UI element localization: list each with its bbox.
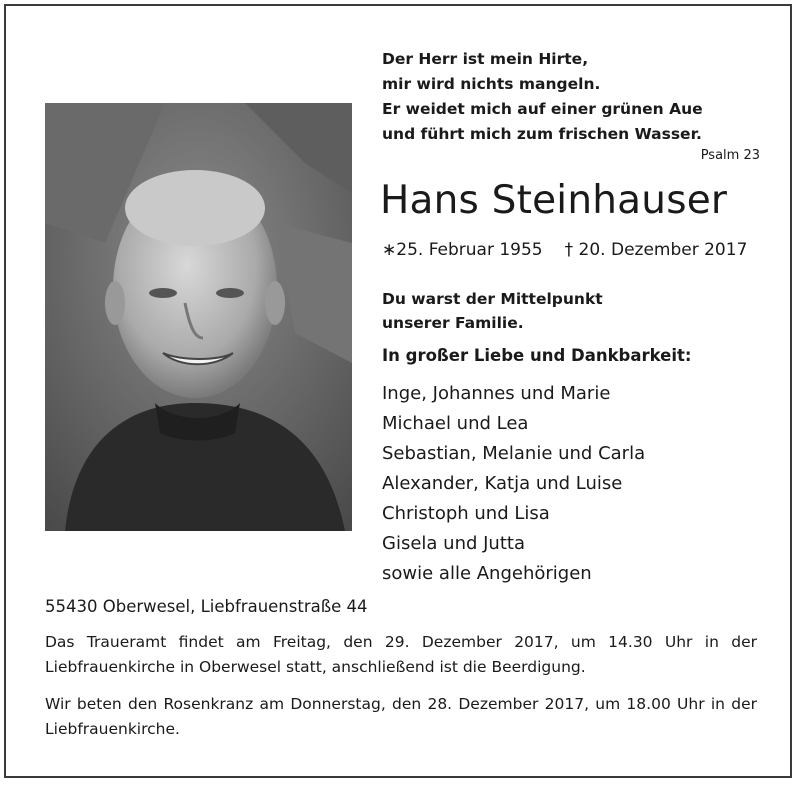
died-symbol: † [564,240,574,260]
motto-line: Du warst der Mittelpunkt [382,290,603,308]
rosary-notice: Wir beten den Rosenkranz am Donnerstag, den 28. Dezember 2017, um 18.00 Uhr in der Liebfrauenkirche. [45,695,757,738]
psalm-reference: Psalm 23 [700,148,760,163]
mourners-heading: In großer Liebe und Dankbarkeit: [382,346,692,365]
funeral-notice: Das Traueramt findet am Freitag, den 29. Dezember 2017, um 14.30 Uhr in der Liebfrauenkirche in Oberwesel statt, anschließend ist die Beerdigung. [45,633,757,676]
deceased-name: Hans Steinhauser [380,178,728,223]
psalm-line: Der Herr ist mein Hirte, [382,50,589,68]
mourner-entry: Alexander, Katja und Luise [382,473,623,494]
mourner-entry: Gisela und Jutta [382,533,525,554]
psalm-line: Er weidet mich auf einer grünen Aue [382,100,703,118]
born-symbol: ∗ [382,240,397,260]
mourner-entry: Sebastian, Melanie und Carla [382,443,646,464]
portrait-photo [45,103,352,531]
psalm-line: mir wird nichts mangeln. [382,75,601,93]
death-date: 20. Dezember 2017 [578,240,748,260]
psalm-line: und führt mich zum frischen Wasser. [382,125,702,143]
mourners-list [382,379,645,589]
mourner-entry: Michael und Lea [382,413,529,434]
mourner-entry: Inge, Johannes und Marie [382,383,611,404]
motto [382,287,603,335]
motto-line: unserer Familie. [382,314,524,332]
family-address: 55430 Oberwesel, Liebfrauenstraße 44 [45,597,368,616]
psalm-quote [382,47,762,147]
birth-date: 25. Februar 1955 [396,240,543,260]
life-dates [382,240,747,260]
mourner-entry: Christoph und Lisa [382,503,550,524]
mourner-entry: sowie alle Angehörigen [382,563,592,584]
